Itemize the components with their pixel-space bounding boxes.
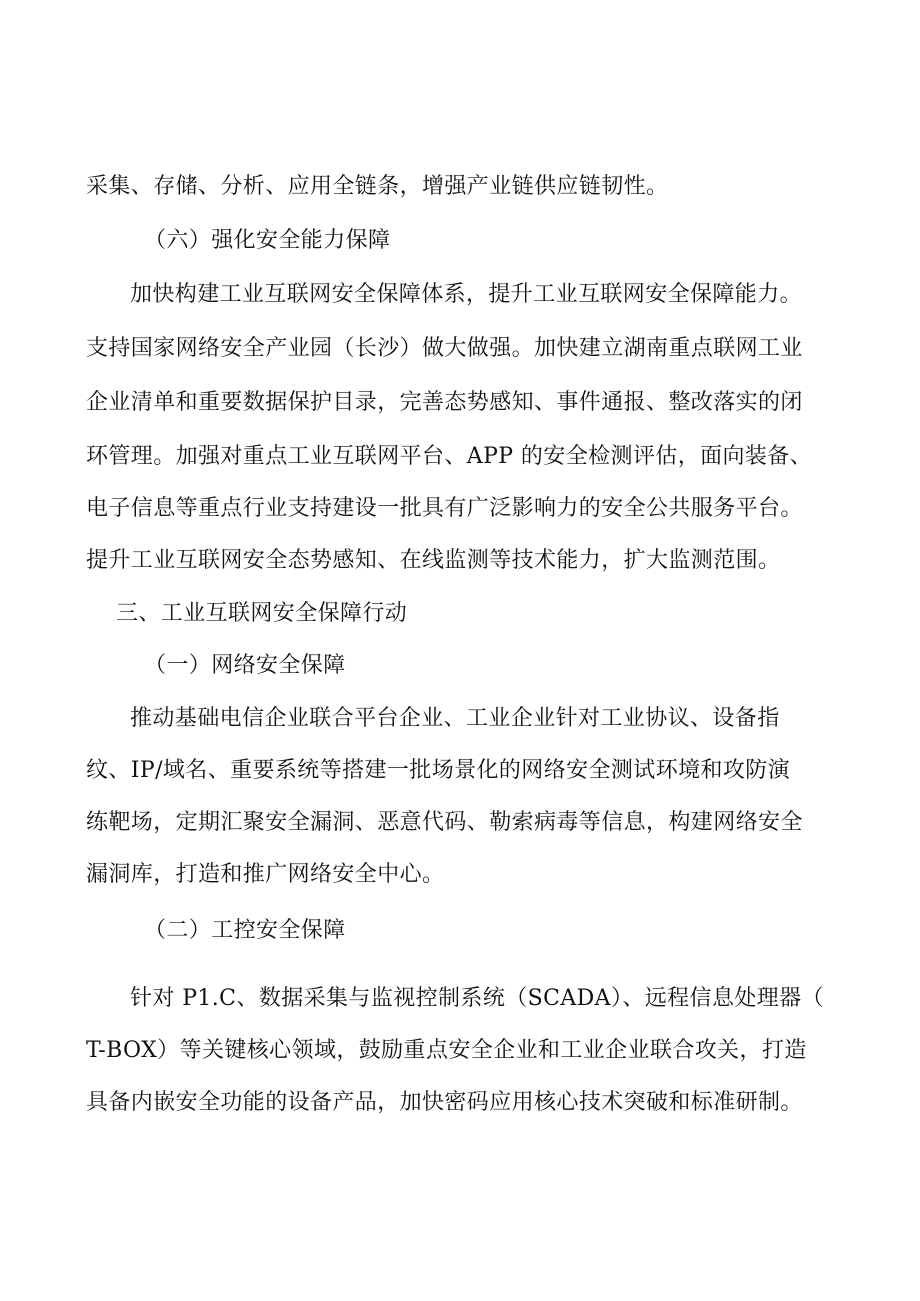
paragraph-line: 采集、存储、分析、应用全链条，增强产业链供应链韧性。 (86, 174, 669, 199)
paragraph-line: 针对 P1.C、数据采集与监视控制系统（SCADA）、远程信息处理器（ (130, 986, 824, 1011)
paragraph-line: 练靶场，定期汇聚安全漏洞、恶意代码、勒索病毒等信息，构建网络安全 (86, 810, 803, 835)
paragraph-line: 提升工业互联网安全态势感知、在线监测等技术能力，扩大监测范围。 (86, 548, 781, 573)
section-heading-2: （二）工控安全保障 (144, 918, 346, 943)
paragraph-line: T-BOX）等关键核心领域，鼓励重点安全企业和工业企业联合攻关，打造 (86, 1038, 807, 1063)
paragraph-line: 企业清单和重要数据保护目录，完善态势感知、事件通报、整改落实的闭 (86, 390, 803, 415)
paragraph-line: 推动基础电信企业联合平台企业、工业企业针对工业协议、设备指 (130, 706, 780, 731)
section-heading-6: （六）强化安全能力保障 (144, 228, 391, 253)
paragraph-line: 漏洞库，打造和推广网络安全中心。 (86, 862, 445, 887)
paragraph-line: 加快构建工业互联网安全保障体系，提升工业互联网安全保障能力。 (130, 282, 803, 307)
section-heading-1: （一）网络安全保障 (144, 653, 346, 678)
paragraph-line: 具备内嵌安全功能的设备产品，加快密码应用核心技术突破和标准研制。 (86, 1090, 803, 1115)
chapter-heading-3: 三、工业互联网安全保障行动 (116, 601, 408, 626)
paragraph-line: 环管理。加强对重点工业互联网平台、APP 的安全检测评估，面向装备、 (86, 444, 813, 469)
paragraph-line: 电子信息等重点行业支持建设一批具有广泛影响力的安全公共服务平台。 (86, 496, 803, 521)
paragraph-line: 支持国家网络安全产业园（长沙）做大做强。加快建立湖南重点联网工业 (86, 336, 803, 361)
paragraph-line: 纹、IP/域名、重要系统等搭建一批场景化的网络安全测试环境和攻防演 (86, 758, 791, 783)
